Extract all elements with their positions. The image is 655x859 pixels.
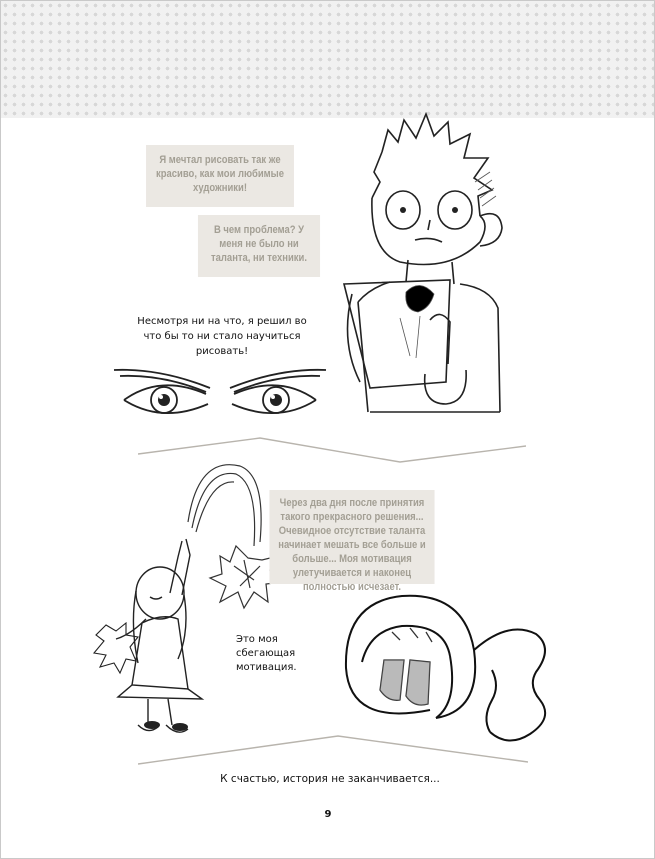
page-number: 9 <box>324 809 332 820</box>
caption-problem: В чем проблема? У меня не было ни таланта, ни техники. <box>198 215 320 277</box>
narration-decided: Несмотря ни на что, я решил во что бы то ни стало научиться рисовать! <box>137 316 307 357</box>
determined-eyes-illustration <box>110 360 330 428</box>
caption-two-days: Через два дня после принятия такого прекрасного решения... Очевидное отсутствие таланта начинает мешать все больше и больше... Моя мотивация улетучивается и наконец полностью исчезает. <box>269 490 434 584</box>
narration-motivation: Это моя сбегающая мотивация. <box>236 634 297 673</box>
zigzag-divider-bottom <box>138 732 528 768</box>
dotted-header-band <box>1 1 654 118</box>
narration-fortunately: К счастью, история не заканчивается... <box>220 773 440 785</box>
girl-cheerleader-illustration <box>92 535 232 740</box>
zigzag-divider-top <box>138 434 526 464</box>
caption-dream: Я мечтал рисовать так же красиво, как мои любимые художники! <box>146 145 294 207</box>
boy-holding-drawing-illustration <box>330 112 545 422</box>
